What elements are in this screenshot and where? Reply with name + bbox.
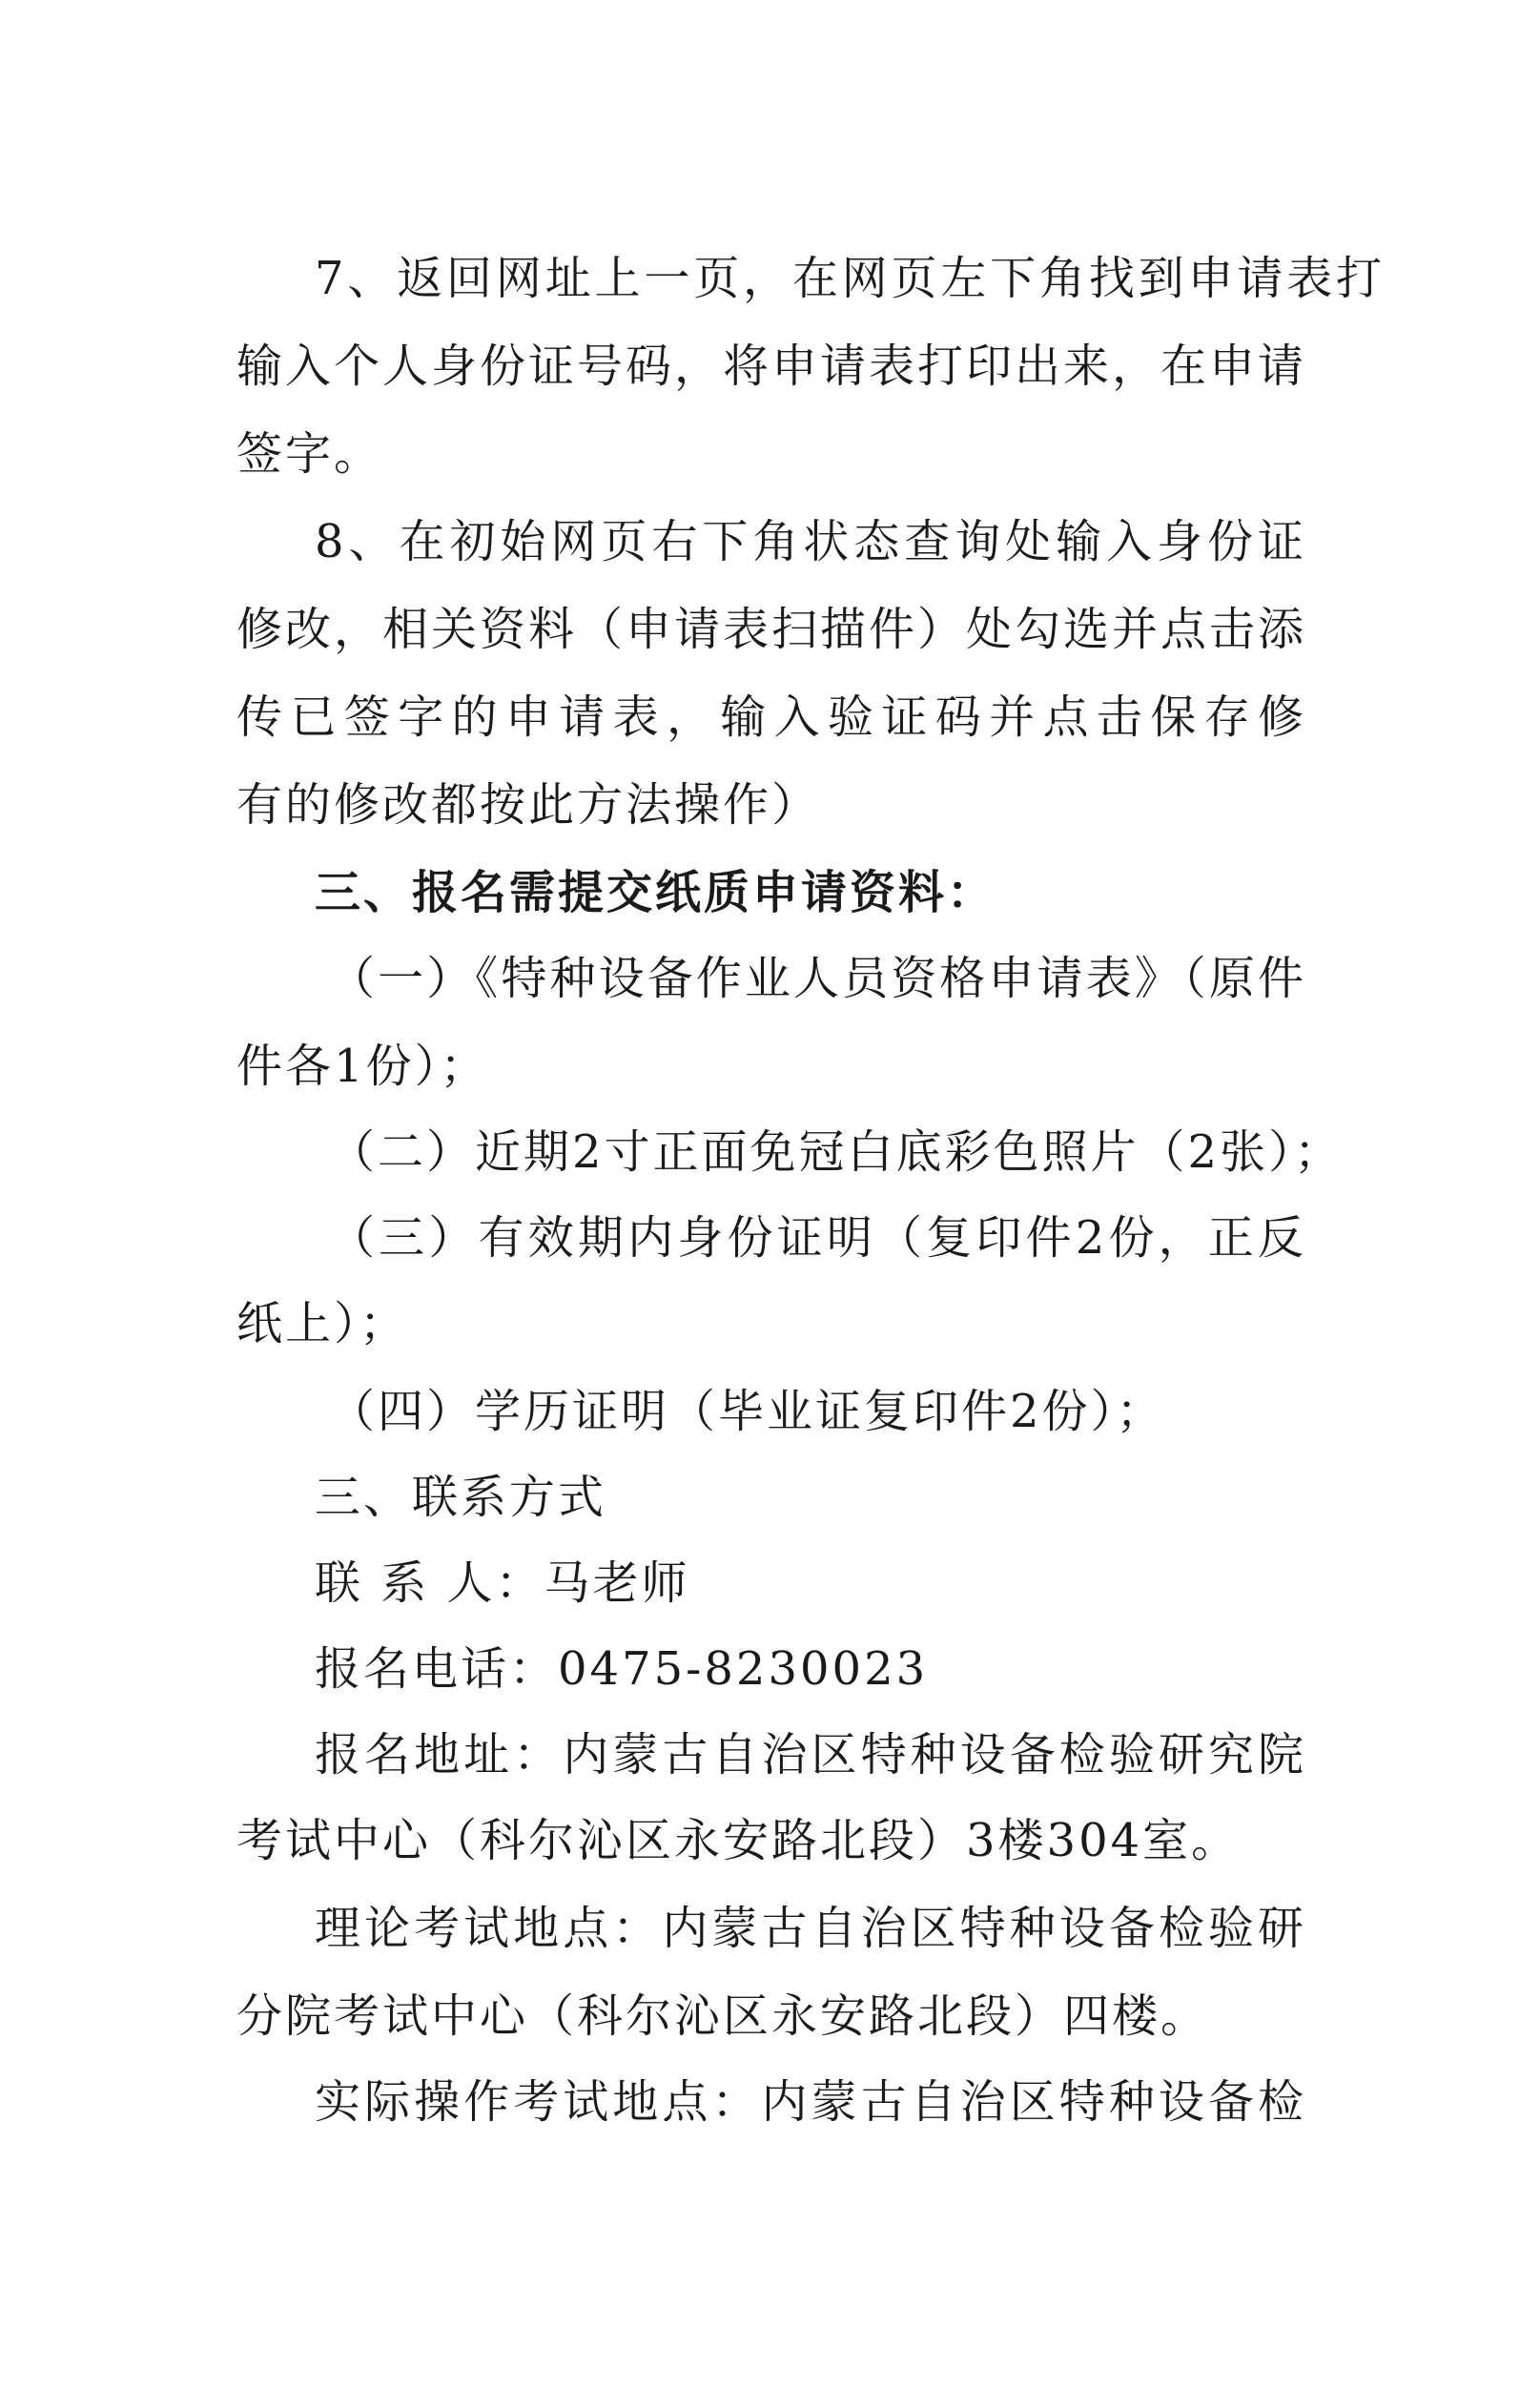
paragraph-line: 纸上）； bbox=[236, 1297, 409, 1350]
paragraph-line: （四）学历证明（毕业证复印件2份）； bbox=[329, 1385, 1165, 1438]
paragraph-line: 修改，相关资料（申请表扫描件）处勾选并点击添 bbox=[236, 603, 1306, 656]
paragraph-line: 分院考试中心（科尔沁区永安路北段）四楼。 bbox=[236, 1989, 1210, 2043]
section-heading: 三、联系方式 bbox=[315, 1471, 607, 1524]
paragraph-line: 理论考试地点：内蒙古自治区特种设备检验研 bbox=[315, 1902, 1306, 1955]
paragraph-line: 报名地址：内蒙古自治区特种设备检验研究院 bbox=[315, 1728, 1306, 1782]
paragraph-line: 签字。 bbox=[236, 427, 383, 481]
paragraph-line: （二）近期2寸正面免冠白底彩色照片（2张）； bbox=[329, 1125, 1344, 1179]
paragraph-line: 传已签字的申请表，输入验证码并点击保存修 bbox=[236, 690, 1306, 744]
paragraph-line: 输入个人身份证号码，将申请表打印出来，在申请 bbox=[236, 340, 1306, 393]
paragraph-line: （一）《特种设备作业人员资格申请表》（原件 bbox=[329, 952, 1306, 1005]
paragraph-line: 实际操作考试地点：内蒙古自治区特种设备检 bbox=[315, 2075, 1306, 2129]
paragraph-line: 7、返回网址上一页，在网页左下角找到申请表打 bbox=[315, 252, 1385, 305]
paragraph-line: 报名电话：0475-8230023 bbox=[315, 1642, 929, 1696]
paragraph-line: 考试中心（科尔沁区永安路北段）3楼304室。 bbox=[236, 1814, 1241, 1867]
paragraph-line: 有的修改都按此方法操作） bbox=[236, 778, 821, 832]
paragraph-line: 件各1份）； bbox=[236, 1040, 489, 1093]
paragraph-line: 8、在初始网页右下角状态查询处输入身份证 bbox=[315, 515, 1306, 568]
section-heading: 三、报名需提交纸质申请资料： bbox=[315, 866, 996, 919]
paragraph-line: （三）有效期内身份证明（复印件2份，正反 bbox=[329, 1211, 1306, 1265]
paragraph-line: 联 系 人：马老师 bbox=[315, 1556, 690, 1610]
